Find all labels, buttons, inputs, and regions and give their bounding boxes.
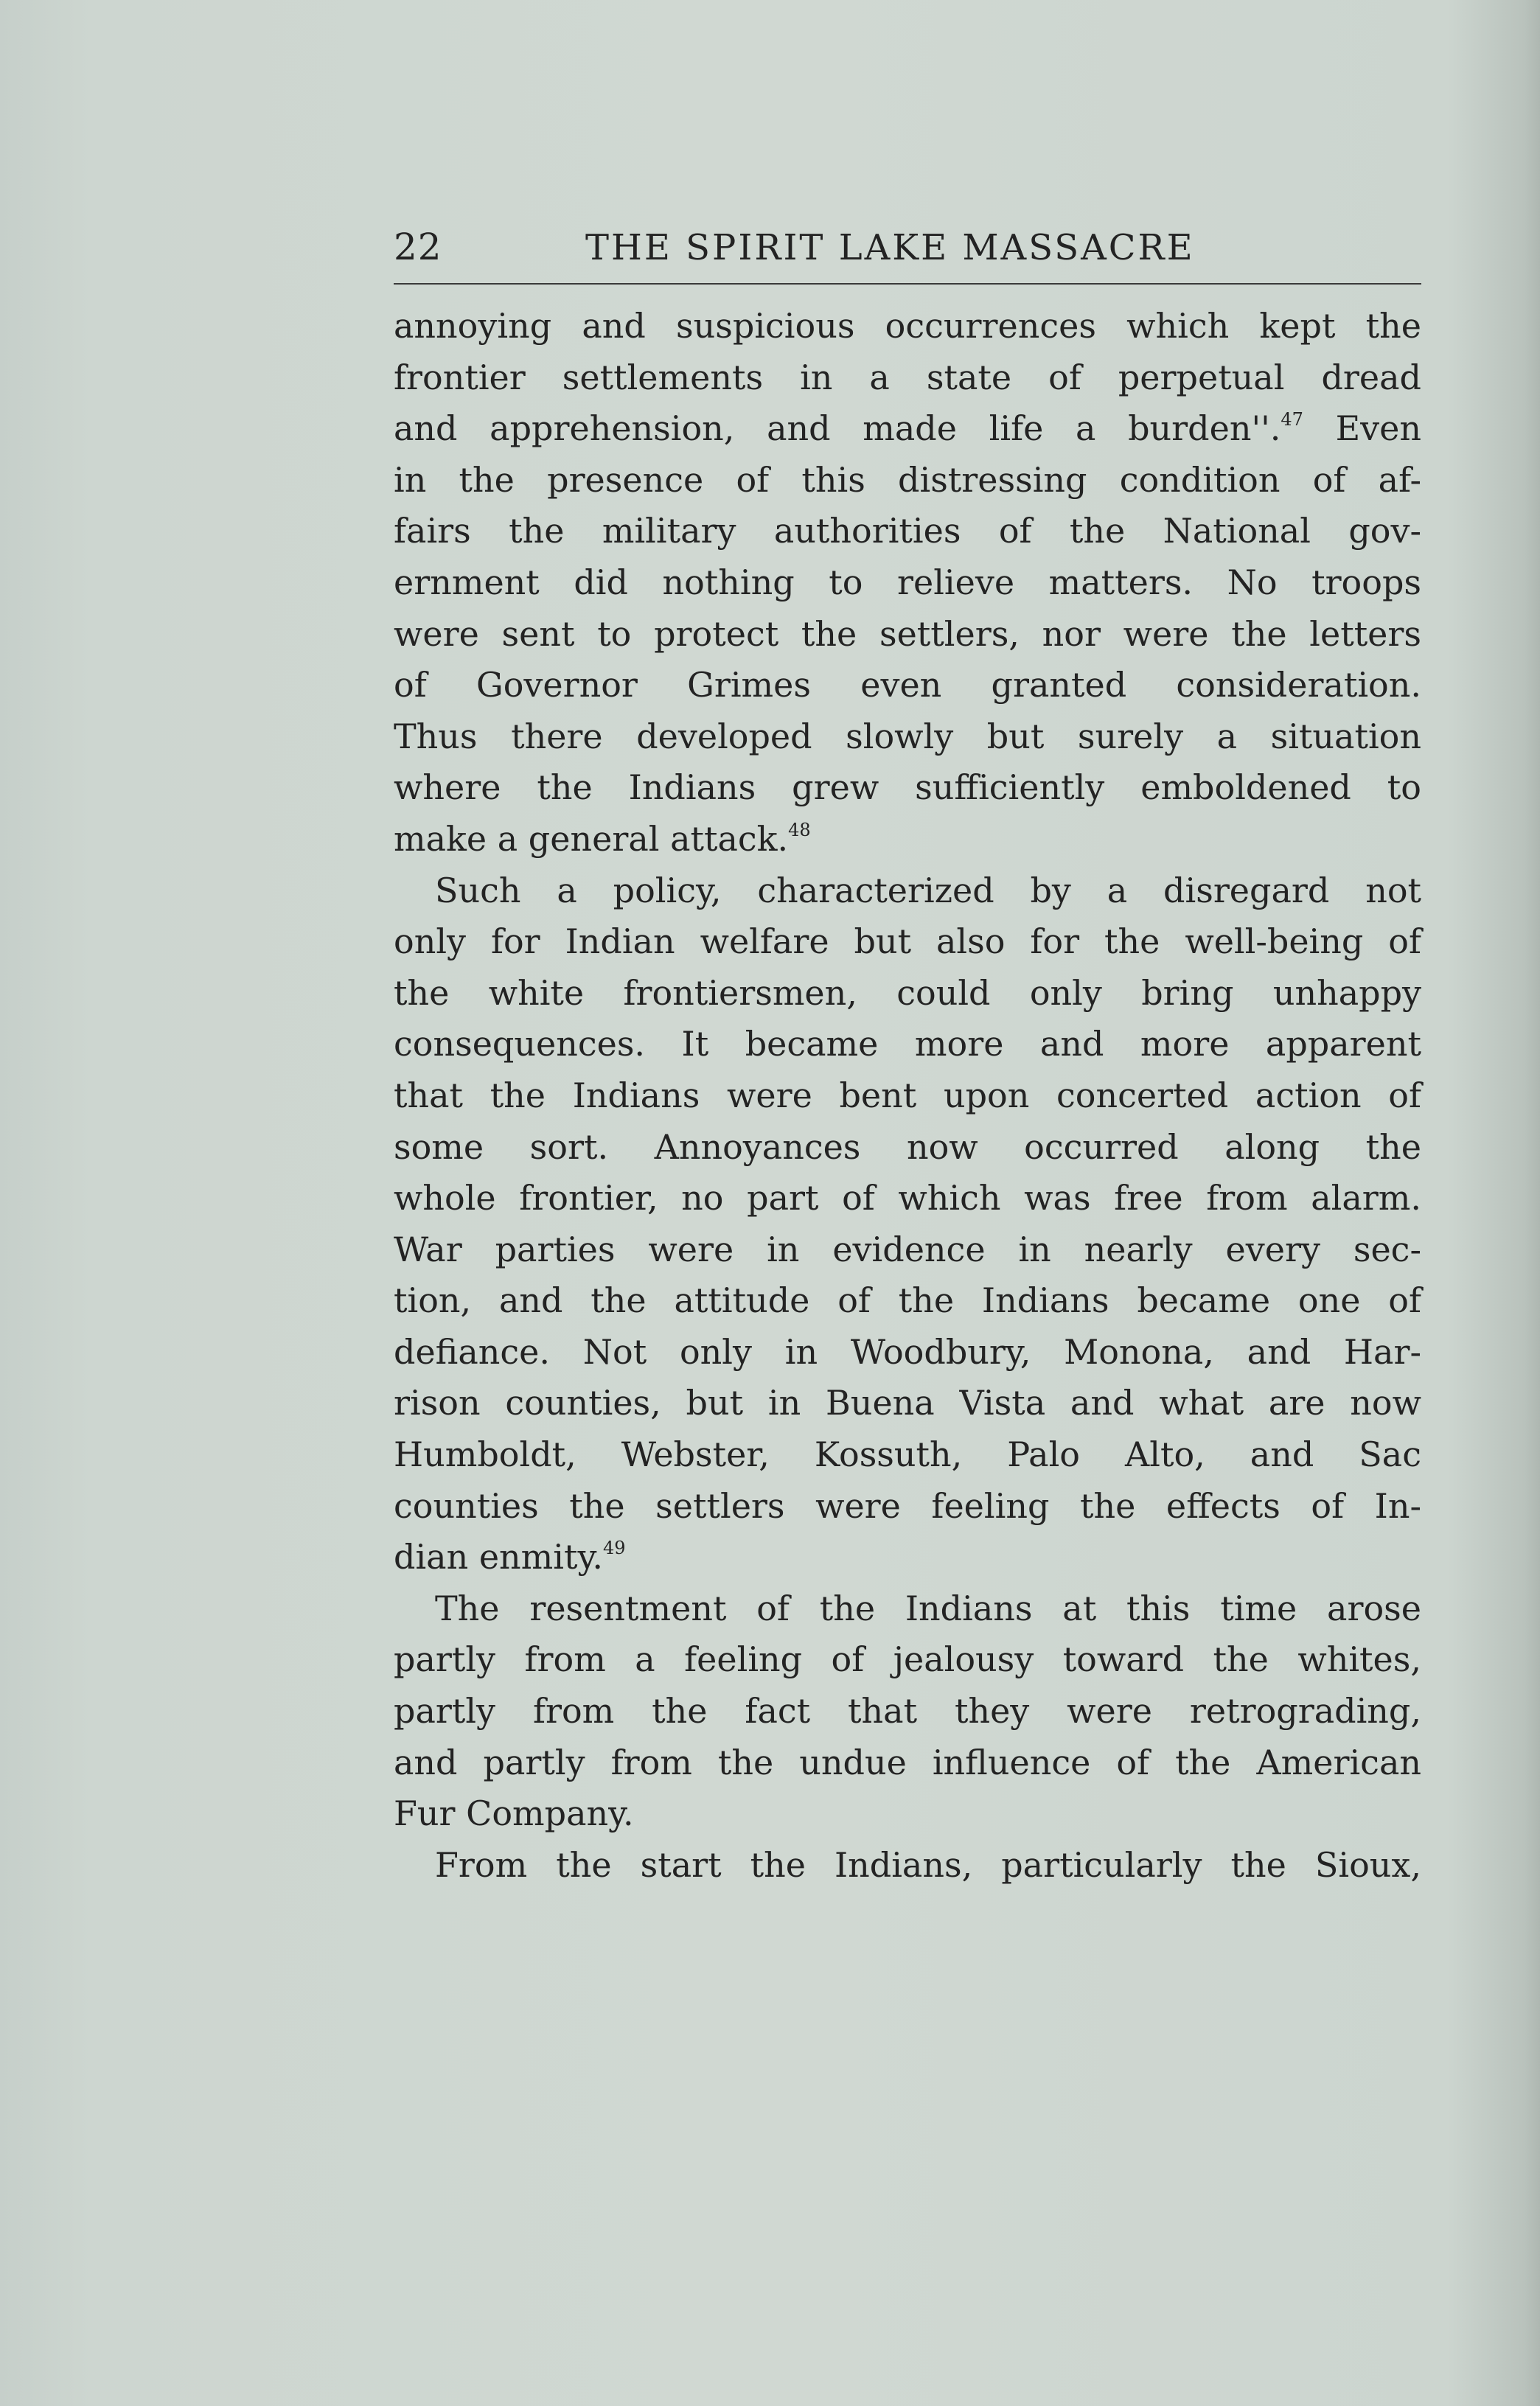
text-line: tion, and the attitude of the Indians became one of (394, 1280, 1421, 1321)
text-line: some sort. Annoyances now occurred along the (394, 1126, 1421, 1167)
text-line: were sent to protect the settlers, nor were the letters (394, 613, 1421, 654)
text-line: consequences. It became more and more apparent (394, 1024, 1421, 1064)
text-line: that the Indians were bent upon concerted action of (394, 1075, 1421, 1115)
text-line: War parties were in evidence in nearly every sec- (394, 1229, 1421, 1269)
paragraph-first-line: From the start the Indians, particularly the Sioux, (435, 1844, 1421, 1885)
body-text (394, 301, 1421, 1891)
text-line: Fur Company. (394, 1793, 634, 1834)
text-line: defiance. Not only in Woodbury, Monona, and Har- (394, 1331, 1421, 1372)
text-line: and partly from the undue influence of the American (394, 1742, 1421, 1782)
footnote-marker: 49 (603, 1538, 626, 1559)
text-line: only for Indian welfare but also for the well-being of (394, 921, 1421, 962)
footnote-marker: 48 (788, 819, 811, 840)
text-block (394, 214, 1421, 1891)
text-line: whole frontier, no part of which was free from alarm. (394, 1178, 1421, 1218)
text-line: Thus there developed slowly but surely a situation (394, 716, 1421, 756)
text-line: annoying and suspicious occurrences which kept the (394, 306, 1421, 346)
footnote-marker: 47 (1281, 409, 1303, 430)
text-line: of Governor Grimes even granted consideration. (394, 665, 1421, 705)
running-title: THE SPIRIT LAKE MASSACRE (585, 227, 1195, 268)
text-line: partly from a feeling of jealousy toward the whites, (394, 1639, 1421, 1680)
text-line: partly from the fact that they were retrograding, (394, 1691, 1421, 1732)
text-line: make a general attack.$^{48}$ (394, 818, 811, 859)
text-line: fairs the military authorities of the National gov- (394, 511, 1421, 551)
paragraph-first-line: Such a policy, characterized by a disregard not (435, 870, 1421, 910)
text-line: ernment did nothing to relieve matters. No troops (394, 562, 1421, 602)
text-line: dian enmity.$^{49}$ (394, 1537, 626, 1577)
paragraph-first-line: The resentment of the Indians at this time arose (435, 1588, 1421, 1628)
running-head (394, 214, 1421, 285)
text-line: the white frontiersmen, could only bring unhappy (394, 972, 1421, 1013)
text-line: frontier settlements in a state of perpetual dread (394, 357, 1421, 397)
text-line: counties the settlers were feeling the effects of In- (394, 1485, 1421, 1526)
text-line: and apprehension, and made life a burden''.$^{47}$ Even (394, 408, 1421, 449)
text-line: Humboldt, Webster, Kossuth, Palo Alto, and Sac (394, 1434, 1421, 1475)
page-number: 22 (394, 226, 442, 268)
text-line: where the Indians grew sufficiently emboldened to (394, 767, 1421, 808)
text-line: rison counties, but in Buena Vista and what are now (394, 1383, 1421, 1423)
text-line: in the presence of this distressing condition of af- (394, 459, 1421, 500)
